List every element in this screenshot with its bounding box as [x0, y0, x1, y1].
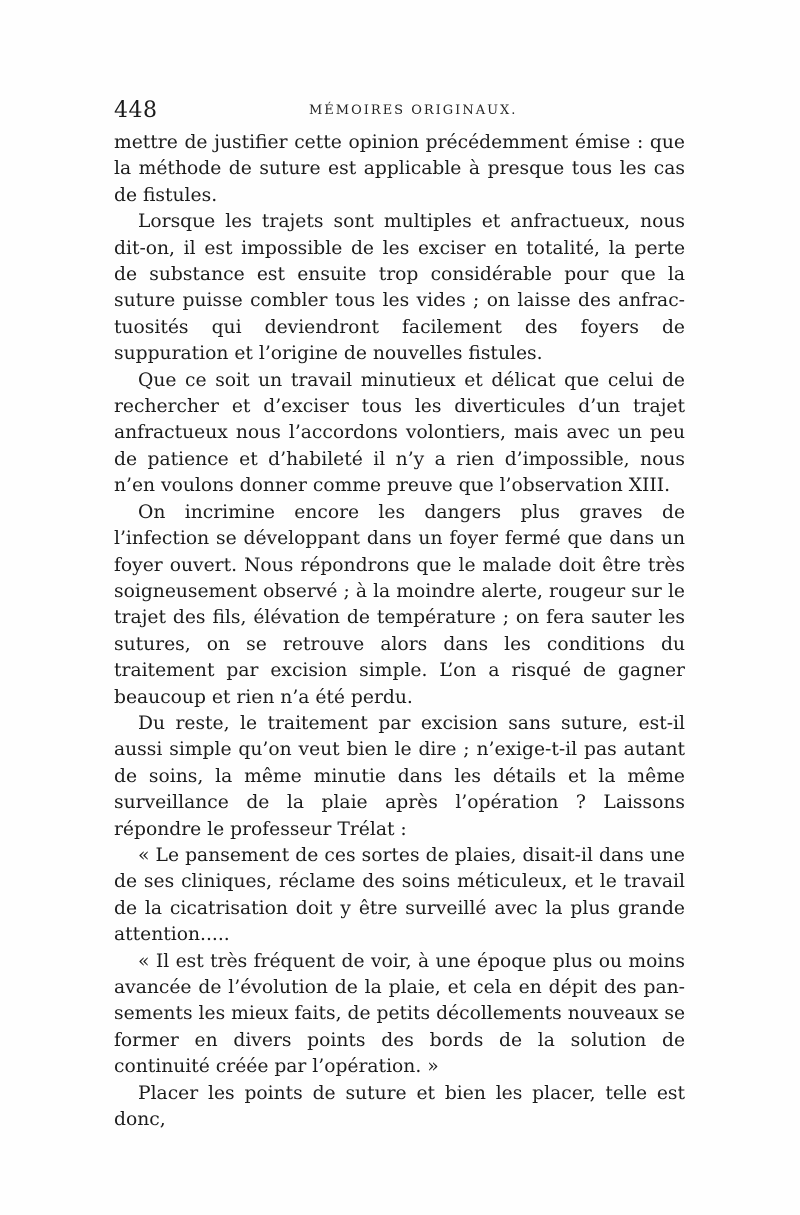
- quote-paragraph: « Il est très fréquent de voir, à une époque plus ou moins avancée de l’évolution de la plaie, et cela en dépit des pansements les mieux faits, de petits décollements nouveaux se former en divers points des bords de la solution de continuité créée par l’opération. »: [114, 950, 685, 1078]
- paragraph: Du reste, le traitement par excision sans suture, est-il aussi simple qu’on veut bien le dire ; n’exige-t-il pas autant de soins, la même minutie dans les détails et la même surveillance de la plaie après l’opération ? Laissons répondre le professeur Trélat :: [114, 712, 685, 840]
- paragraph: On incrimine encore les dangers plus graves de l’infection se développant dans un foyer fermé que dans un foyer ouvert. Nous répondrons que le malade doit être très soigneusement observé ; à la moindre alerte, rougeur sur le trajet des fils, élévation de température ; on fera sauter les sutures, on se retrouve alors dans les conditions du traitement par excision simple. L’on a risqué de gagner beaucoup et rien n’a été perdu.: [114, 501, 685, 708]
- paragraph: Placer les points de suture et bien les placer, telle est donc,: [114, 1082, 685, 1131]
- paragraph: Lorsque les trajets sont multiples et anfractueux, nous dit-on, il est impossible de les exciser en totalité, la perte de substance est ensuite trop considérable pour que la suture puisse combler tous les vides ; on laisse des anfractuosités qui deviendront facilement des foyers de suppuration et l’origine de nouvelles fistules.: [114, 211, 685, 365]
- quote-paragraph: « Le pansement de ces sortes de plaies, disait-il dans une de ses cliniques, réclame des soins méticuleux, et le travail de la cicatrisation doit y être surveillé avec la plus grande attention.....: [114, 844, 685, 946]
- paragraph: Que ce soit un travail minutieux et délicat que celui de rechercher et d’exciser tous les diverticules d’un trajet anfractueux nous l’accordons volontiers, mais avec un peu de patience et d’habileté il n’y a rien d’impossible, nous n’en voulons donner comme preuve que l’observation XIII.: [114, 369, 685, 497]
- body-text: [114, 130, 685, 1133]
- page-number: 448: [114, 98, 158, 123]
- paragraph-continuation: mettre de justifier cette opinion précédemment émise : que la méthode de suture est applicable à presque tous les cas de fistules.: [114, 132, 685, 206]
- running-title: MÉMOIRES ORIGINAUX.: [309, 103, 518, 118]
- page-header: [114, 98, 684, 130]
